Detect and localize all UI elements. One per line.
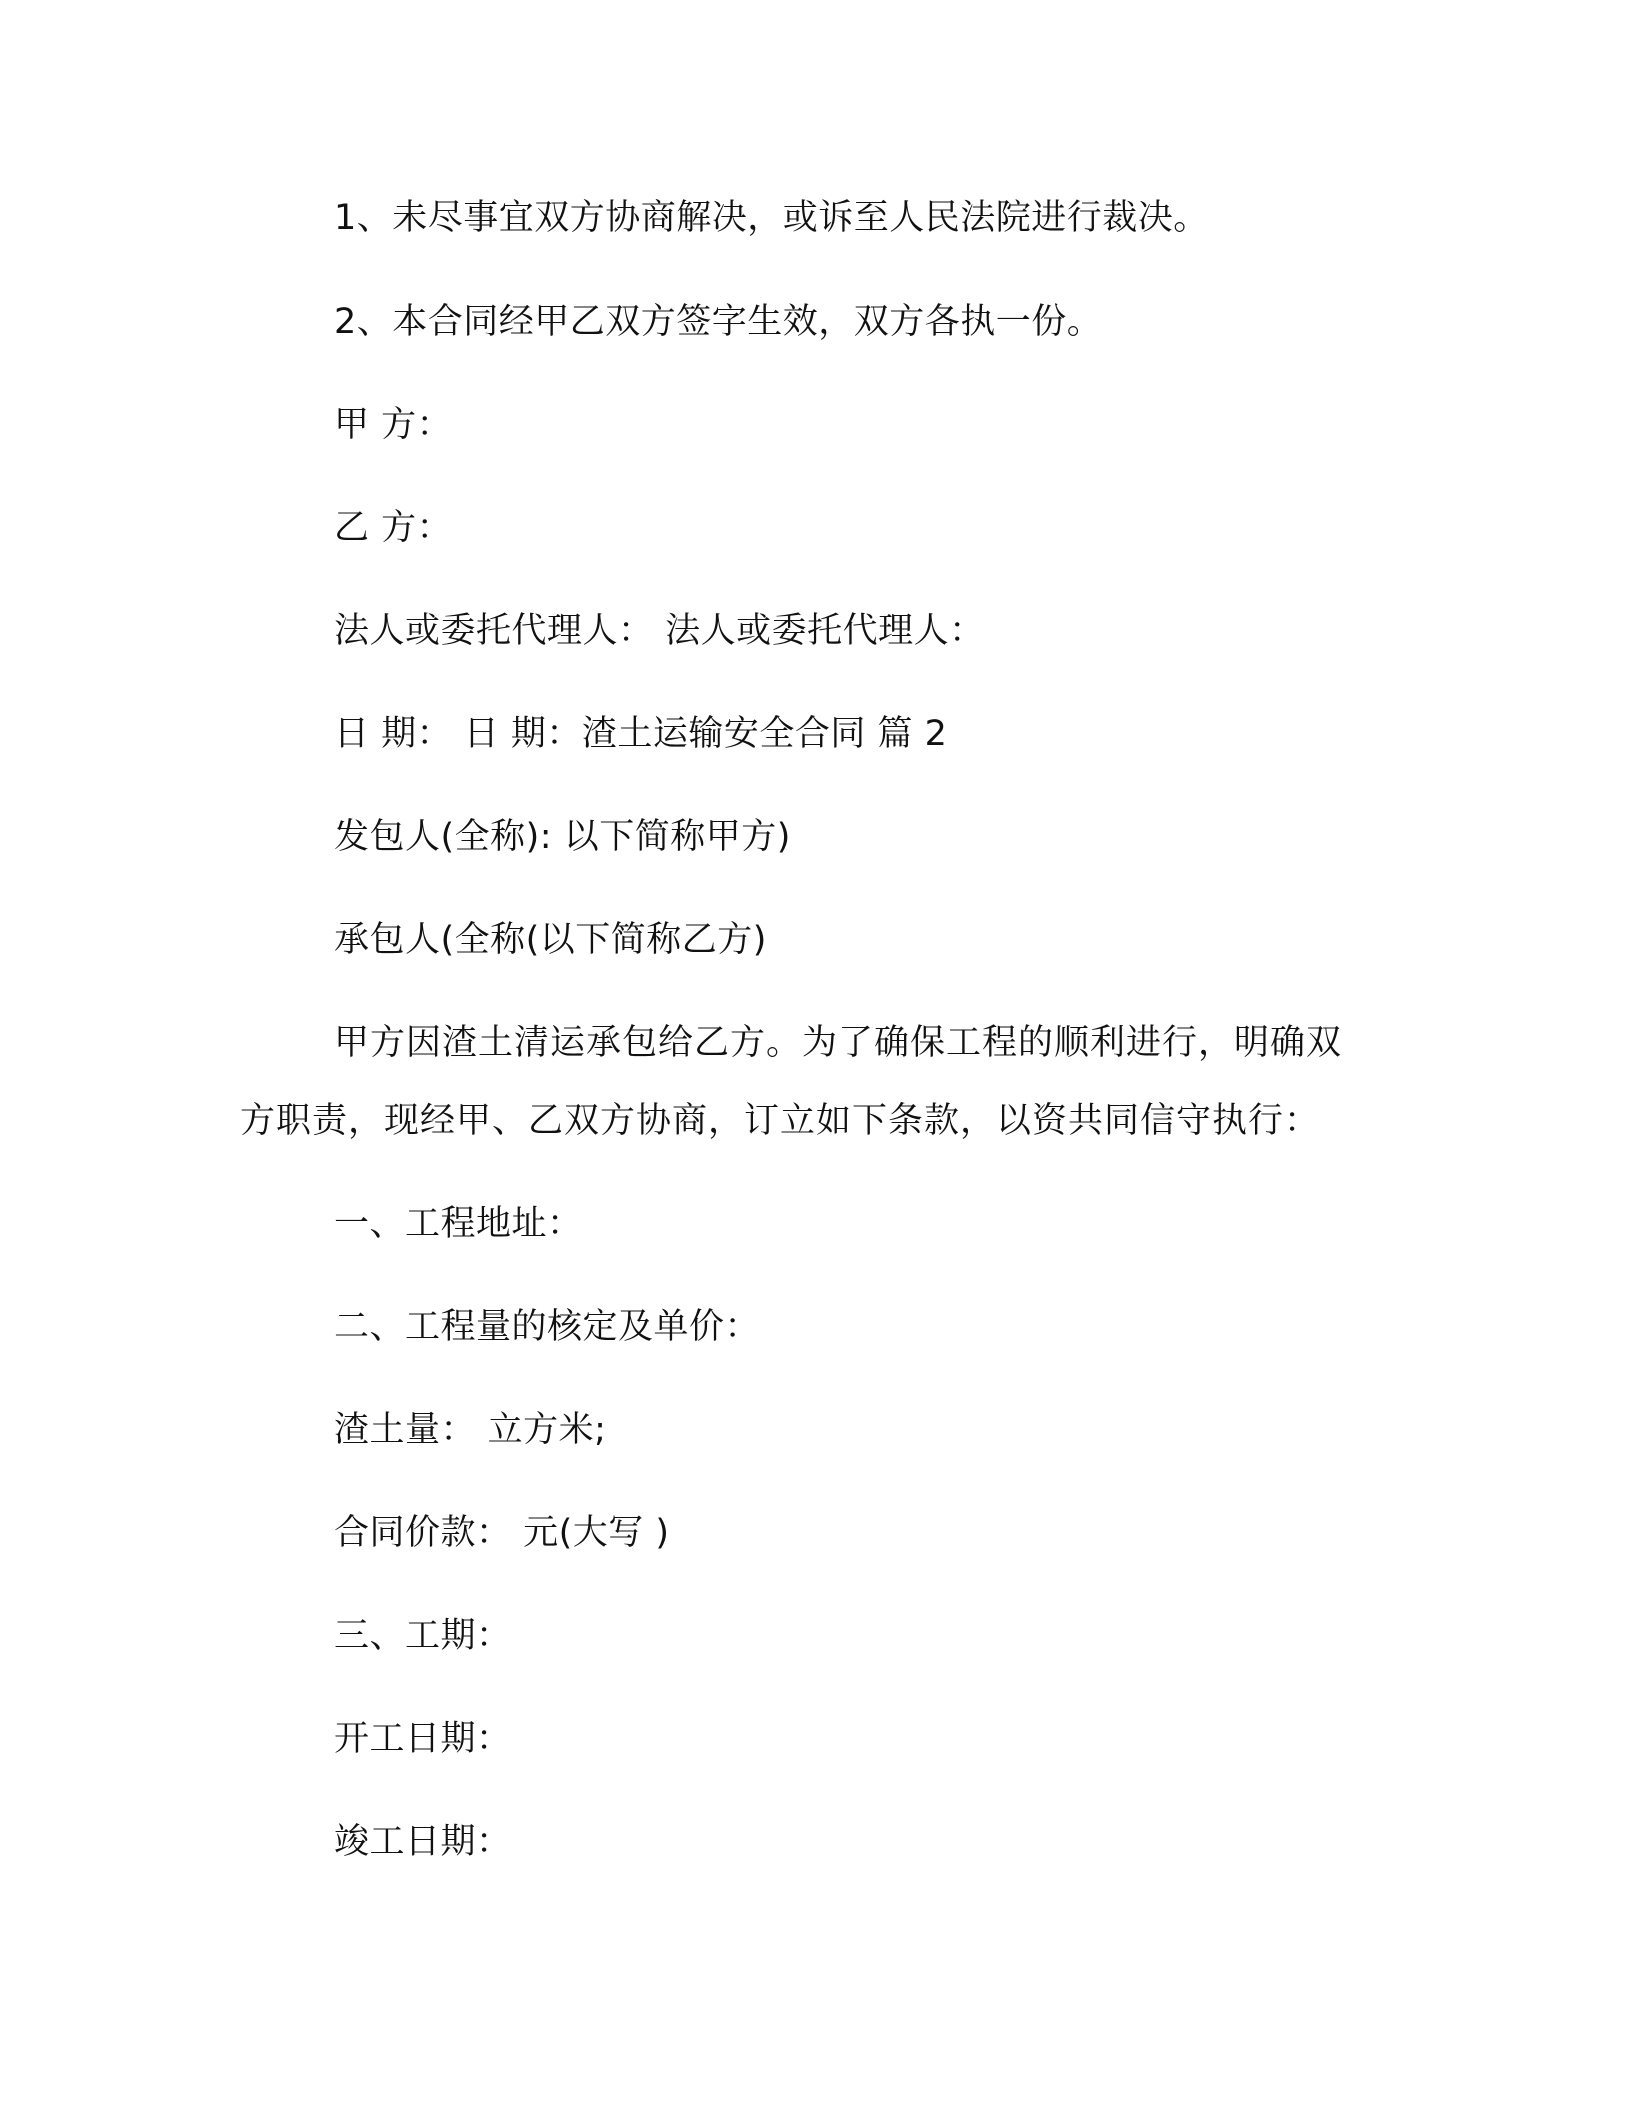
party-a-label: 甲 方： xyxy=(334,405,453,445)
completion-date-line: 竣工日期： xyxy=(334,1822,512,1862)
legal-representative-line: 法人或委托代理人： 法人或委托代理人： xyxy=(334,611,985,651)
party-b-label: 乙 方： xyxy=(334,508,453,548)
date-and-title-line: 日 期： 日 期：渣土运输安全合同 篇 2 xyxy=(334,714,948,754)
section-project-address: 一、工程地址： xyxy=(334,1204,583,1244)
section-duration: 三、工期： xyxy=(334,1616,512,1656)
intro-paragraph-line-2: 方职责，现经甲、乙双方协商，订立如下条款，以资共同信守执行： xyxy=(240,1101,1321,1141)
start-date-line: 开工日期： xyxy=(334,1719,512,1759)
contract-price-line: 合同价款： 元(大写 ) xyxy=(334,1513,670,1553)
section-quantity-and-price: 二、工程量的核定及单价： xyxy=(334,1307,761,1347)
clause-1: 1、未尽事宜双方协商解决，或诉至人民法院进行裁决。 xyxy=(334,198,1209,238)
clause-2: 2、本合同经甲乙双方签字生效，双方各执一份。 xyxy=(334,302,1103,342)
employer-line: 发包人(全称): 以下简称甲方) xyxy=(334,817,791,857)
muck-volume-line: 渣土量： 立方米; xyxy=(334,1410,607,1450)
contractor-line: 承包人(全称(以下简称乙方) xyxy=(334,920,767,960)
intro-paragraph-line-1: 甲方因渣土清运承包给乙方。为了确保工程的顺利进行，明确双 xyxy=(334,1023,1343,1063)
